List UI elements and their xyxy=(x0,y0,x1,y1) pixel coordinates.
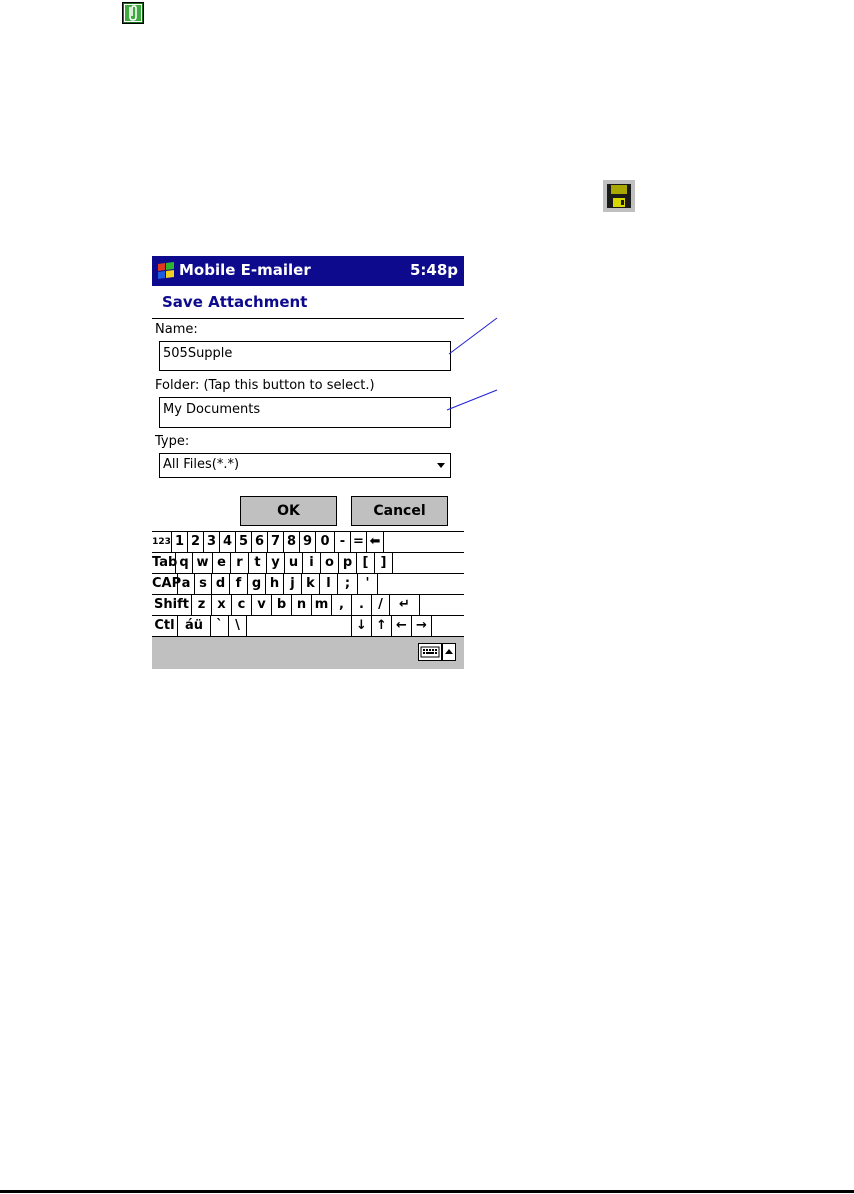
keyboard-key[interactable]: ↓ xyxy=(352,616,372,636)
keyboard-key[interactable]: / xyxy=(372,595,390,615)
keyboard-key[interactable]: v xyxy=(252,595,272,615)
keyboard-key[interactable]: y xyxy=(267,553,285,573)
ok-button[interactable]: OK xyxy=(240,496,337,526)
keyboard-key[interactable]: 8 xyxy=(284,532,300,552)
cancel-button[interactable]: Cancel xyxy=(351,496,448,526)
keyboard-key[interactable]: 3 xyxy=(204,532,220,552)
keyboard-key[interactable]: , xyxy=(332,595,352,615)
keyboard-key[interactable]: Shift xyxy=(152,595,192,615)
keyboard-key[interactable]: k xyxy=(302,574,320,594)
keyboard-key[interactable]: c xyxy=(232,595,252,615)
keyboard-key[interactable]: z xyxy=(192,595,212,615)
keyboard-key[interactable]: áü xyxy=(178,616,211,636)
keyboard-key[interactable]: 123 xyxy=(152,532,172,552)
keyboard-key[interactable]: [ xyxy=(357,553,375,573)
keyboard-key[interactable]: h xyxy=(266,574,284,594)
keyboard-key[interactable]: s xyxy=(195,574,212,594)
type-dropdown-value: All Files(*.*) xyxy=(163,457,240,472)
keyboard-key[interactable]: 6 xyxy=(252,532,268,552)
keyboard-key[interactable]: e xyxy=(213,553,231,573)
keyboard-key[interactable]: ` xyxy=(211,616,229,636)
keyboard-key[interactable]: → xyxy=(412,616,432,636)
keyboard-key[interactable]: ] xyxy=(375,553,393,573)
keyboard-key[interactable]: 2 xyxy=(188,532,204,552)
keyboard-key[interactable]: l xyxy=(320,574,338,594)
clock[interactable]: 5:48p xyxy=(409,261,458,279)
keyboard-key[interactable]: 5 xyxy=(236,532,252,552)
keyboard-key[interactable]: x xyxy=(212,595,232,615)
keyboard-key[interactable]: 7 xyxy=(268,532,284,552)
keyboard-key[interactable]: ↑ xyxy=(372,616,392,636)
page-bottom-rule xyxy=(0,1190,854,1193)
keyboard-key[interactable]: g xyxy=(248,574,266,594)
keyboard-key[interactable]: d xyxy=(212,574,230,594)
folder-label: Folder: (Tap this button to select.) xyxy=(155,378,375,393)
keyboard-key[interactable]: . xyxy=(352,595,372,615)
keyboard-key[interactable]: = xyxy=(351,532,367,552)
keyboard-key[interactable]: i xyxy=(303,553,321,573)
keyboard-key[interactable]: m xyxy=(312,595,332,615)
keyboard-key[interactable]: \ xyxy=(229,616,247,636)
name-input[interactable]: 505Supple xyxy=(159,341,451,371)
folder-select-button[interactable]: My Documents xyxy=(159,397,451,428)
keyboard-key[interactable]: 1 xyxy=(172,532,188,552)
keyboard-key[interactable]: CAP xyxy=(152,574,178,594)
keyboard-key[interactable]: b xyxy=(272,595,292,615)
keyboard-key[interactable]: q xyxy=(176,553,193,573)
keyboard-key[interactable]: 0 xyxy=(316,532,335,552)
callout-line-folder xyxy=(447,390,497,410)
keyboard-key[interactable]: w xyxy=(193,553,213,573)
keyboard-key[interactable]: j xyxy=(284,574,302,594)
dialog-title: Save Attachment xyxy=(162,293,308,311)
keyboard-key[interactable]: ' xyxy=(358,574,378,594)
keyboard-key[interactable]: o xyxy=(321,553,339,573)
keyboard-key[interactable]: t xyxy=(249,553,267,573)
keyboard-key[interactable]: ⬅ xyxy=(367,532,384,552)
keyboard-key[interactable]: n xyxy=(292,595,312,615)
keyboard-key[interactable]: ← xyxy=(392,616,412,636)
keyboard-key[interactable]: Tab xyxy=(152,553,176,573)
keyboard-key[interactable]: u xyxy=(285,553,303,573)
keyboard-key[interactable]: Ctl xyxy=(152,616,178,636)
keyboard-key[interactable]: - xyxy=(335,532,351,552)
keyboard-key[interactable]: f xyxy=(230,574,248,594)
keyboard-key[interactable]: p xyxy=(339,553,357,573)
keyboard-key[interactable]: ; xyxy=(338,574,358,594)
keyboard-key[interactable]: a xyxy=(178,574,195,594)
name-label: Name: xyxy=(155,322,198,337)
keyboard-key[interactable]: 9 xyxy=(300,532,316,552)
app-title: Mobile E-mailer xyxy=(179,261,311,279)
keyboard-key[interactable]: ↵ xyxy=(390,595,420,615)
keyboard-key[interactable]: 4 xyxy=(220,532,236,552)
type-label: Type: xyxy=(155,434,190,449)
callout-line-name xyxy=(449,318,497,354)
keyboard-key[interactable]: r xyxy=(231,553,249,573)
